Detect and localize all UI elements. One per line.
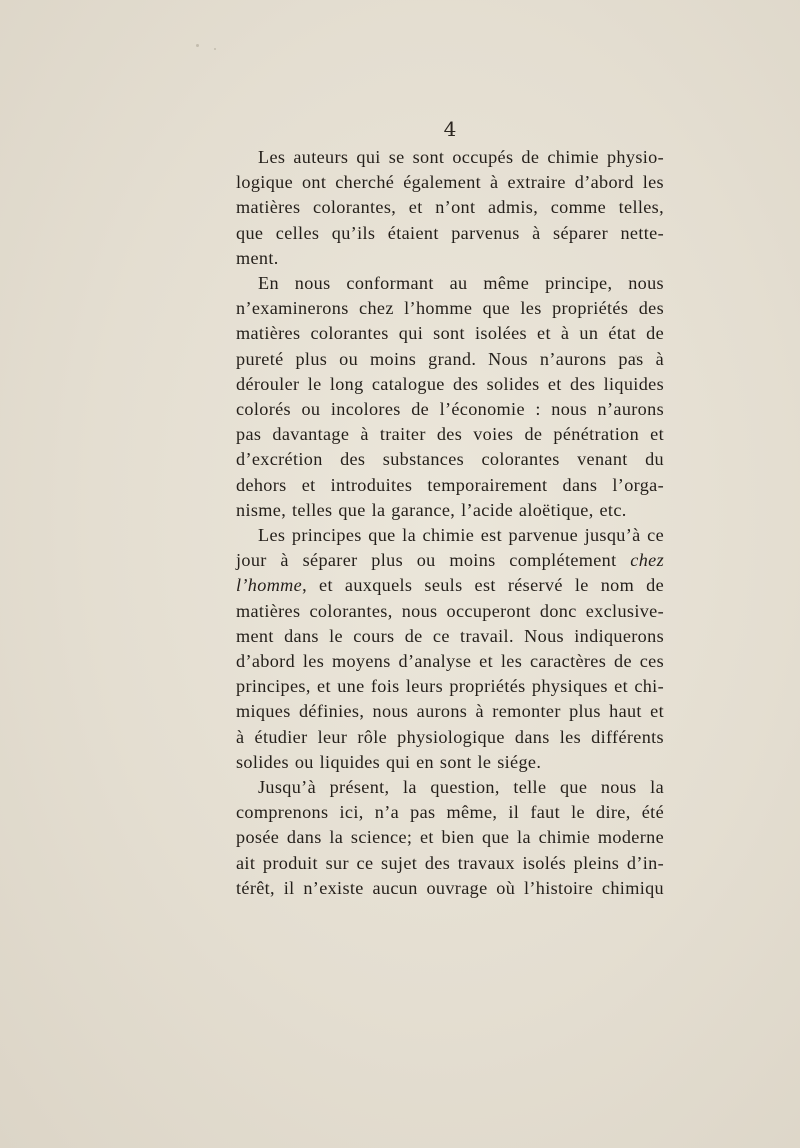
paragraph	[236, 775, 664, 901]
paper-speck	[196, 44, 199, 47]
text-line: pas davantage à traiter des voies de pénétration et	[236, 424, 664, 445]
text-line: pureté plus ou moins grand. Nous n’aurons pas à	[236, 348, 664, 369]
text-line: Les auteurs qui se sont occupés de chimie physio-	[258, 147, 664, 167]
text-line: d’abord les moyens d’analyse et les caractères de ces	[236, 651, 664, 672]
text-line: dérouler le long catalogue des solides et des liquides	[236, 373, 664, 394]
text-line: matières colorantes, nous occuperont donc exclusive-	[236, 600, 664, 621]
text-line: nisme, telles que la garance, l’acide aloëtique, etc.	[236, 499, 627, 520]
text-line: ment dans le cours de ce travail. Nous indiquerons	[236, 625, 664, 646]
text-line: En nous conformant au même principe, nous	[258, 273, 664, 294]
text-line: Jusqu’à présent, la question, telle que nous la	[258, 777, 664, 798]
text-line: n’examinerons chez l’homme que les propriétés des	[236, 298, 664, 319]
text-line: posée dans la science; et bien que la chimie moderne	[236, 827, 664, 848]
paragraph	[236, 145, 664, 271]
text-line: miques définies, nous aurons à remonter plus haut et	[236, 701, 664, 722]
paragraph	[236, 271, 664, 523]
text-line: matières colorantes, et n’ont admis, comme telles,	[236, 197, 664, 218]
text-line: d’excrétion des substances colorantes venant du	[236, 449, 664, 470]
text-line: comprenons ici, n’a pas même, il faut le dire, été	[236, 802, 664, 823]
text-line: principes, et une fois leurs propriétés physiques et chi-	[236, 676, 664, 697]
text-line: logique ont cherché également à extraire d’abord les	[236, 172, 664, 193]
text-line: à étudier leur rôle physiologique dans les différents	[236, 726, 664, 747]
text-line: ait produit sur ce sujet des travaux isolés pleins d’in-	[236, 852, 664, 873]
body-text	[236, 145, 664, 901]
text-line: l’homme, et auxquels seuls est réservé le nom de	[236, 575, 664, 596]
paper-speck	[214, 48, 216, 50]
paragraph	[236, 523, 664, 775]
text-line: que celles qu’ils étaient parvenus à séparer nette-	[236, 222, 664, 243]
text-line: jour à séparer plus ou moins complétement chez	[236, 550, 664, 571]
text-line: matières colorantes qui sont isolées et à un état de	[236, 323, 664, 344]
italic-word: chez	[630, 550, 664, 571]
text-line: Les principes que la chimie est parvenue jusqu’à ce	[258, 525, 664, 546]
text-line: solides ou liquides qui en sont le siége.	[236, 751, 542, 772]
text-line: térêt, il n’existe aucun ouvrage où l’histoire chimiqu	[236, 877, 664, 898]
text-line: colorés ou incolores de l’économie : nous n’aurons	[236, 399, 664, 420]
text-line: dehors et introduites temporairement dans l’orga-	[236, 474, 664, 495]
text-line: ment.	[236, 247, 279, 268]
page-number: 4	[443, 117, 457, 141]
italic-word: l’homme	[236, 575, 303, 596]
